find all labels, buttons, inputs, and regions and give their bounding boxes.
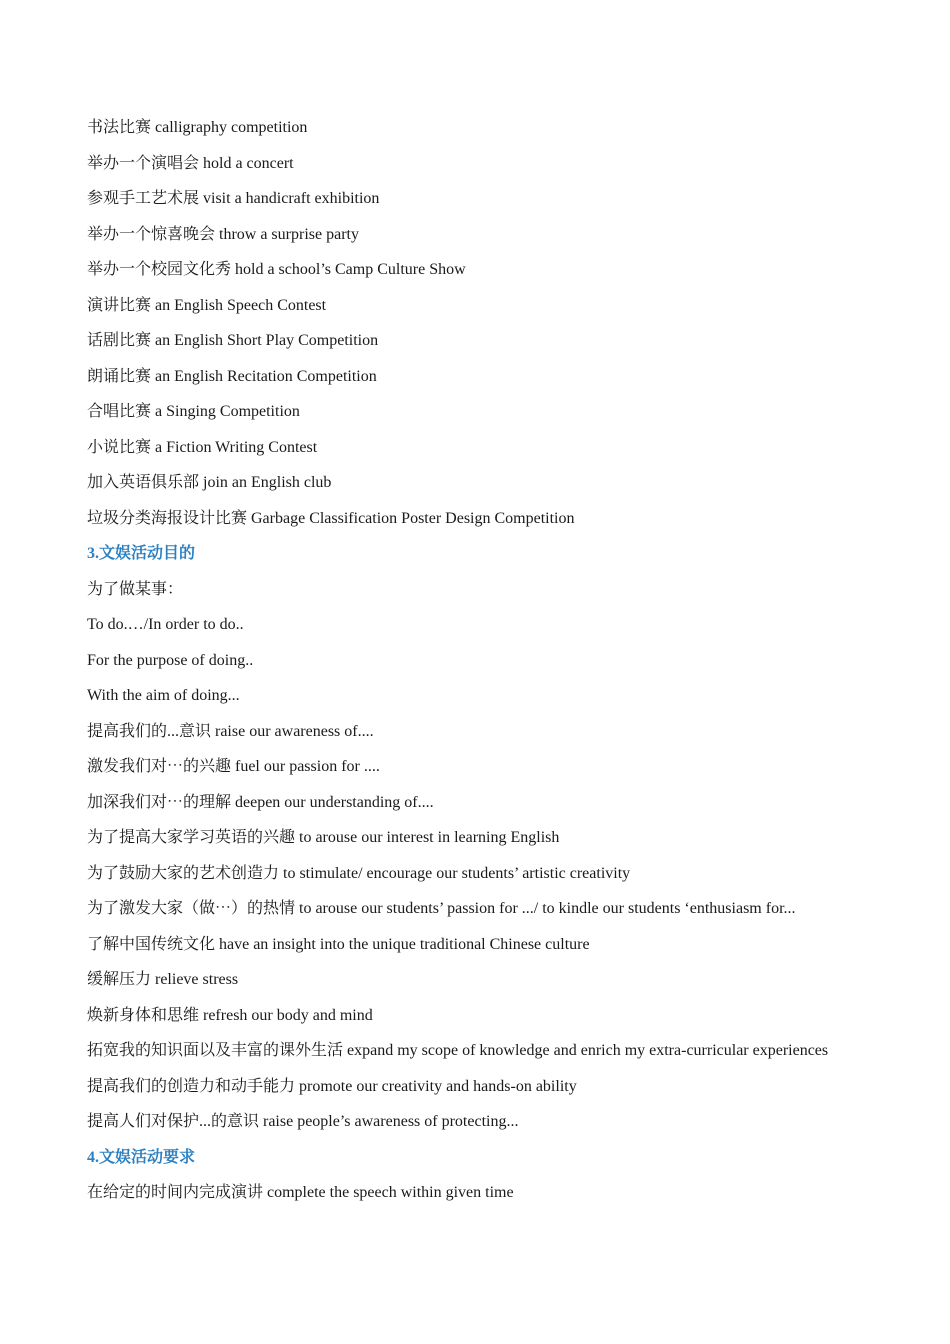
vocab-line: 加入英语俱乐部 join an English club (87, 474, 332, 491)
vocab-line: 加深我们对⋯的理解 deepen our understanding of.... (87, 793, 434, 811)
vocab-line: With the aim of doing... (87, 687, 240, 704)
vocab-line: 焕新身体和思维 refresh our body and mind (87, 1006, 373, 1024)
vocab-line: 为了鼓励大家的艺术创造力 to stimulate/ encourage our students’ artistic creativity (87, 864, 631, 882)
vocab-line: 拓宽我的知识面以及丰富的课外生活 expand my scope of knowledge and enrich my extra-curricular experiences (87, 1042, 829, 1059)
vocab-line: 举办一个校园文化秀 hold a school’s Camp Culture Show (87, 261, 466, 278)
vocab-line: To do.…/In order to do.. (87, 616, 244, 633)
vocab-line: 小说比赛 a Fiction Writing Contest (87, 438, 318, 456)
vocab-line: 参观手工艺术展 visit a handicraft exhibition (87, 190, 380, 207)
vocab-line: 提高人们对保护...的意识 raise people’s awareness of protecting... (87, 1113, 519, 1130)
vocab-line: 提高我们的创造力和动手能力 promote our creativity and hands-on ability (87, 1077, 577, 1095)
vocab-line: 举办一个惊喜晚会 throw a surprise party (87, 225, 359, 243)
vocab-line: 垃圾分类海报设计比赛 Garbage Classification Poster Design Competition (87, 509, 575, 527)
document-body (87, 110, 887, 1211)
vocab-line: 提高我们的...意识 raise our awareness of.... (87, 722, 374, 740)
vocab-line: 激发我们对⋯的兴趣 fuel our passion for .... (87, 758, 380, 775)
vocab-line: 合唱比赛 a Singing Competition (87, 403, 300, 420)
vocab-line: 朗诵比赛 an English Recitation Competition (87, 367, 377, 385)
vocab-line: 缓解压力 relieve stress (87, 971, 239, 988)
section-heading-purpose: 3.文娱活动目的 (87, 545, 196, 562)
section-heading-requirements: 4.文娱活动要求 (87, 1148, 196, 1166)
vocab-line: 为了激发大家（做⋯）的热情 to arouse our students’ passion for .../ to kindle our students ‘enthusiasm for... (87, 900, 796, 917)
vocab-line: For the purpose of doing.. (87, 651, 254, 669)
vocab-line: 书法比赛 calligraphy competition (87, 119, 308, 136)
vocab-line: 举办一个演唱会 hold a concert (87, 154, 294, 172)
vocab-line: 在给定的时间内完成演讲 complete the speech within given time (87, 1184, 514, 1201)
vocab-line: 为了提高大家学习英语的兴趣 to arouse our interest in learning English (87, 829, 560, 846)
vocab-line: 为了做某事： (87, 580, 184, 598)
vocab-line: 话剧比赛 an English Short Play Competition (87, 332, 379, 349)
vocab-line: 演讲比赛 an English Speech Contest (87, 296, 327, 314)
vocab-line: 了解中国传统文化 have an insight into the unique traditional Chinese culture (87, 935, 590, 953)
